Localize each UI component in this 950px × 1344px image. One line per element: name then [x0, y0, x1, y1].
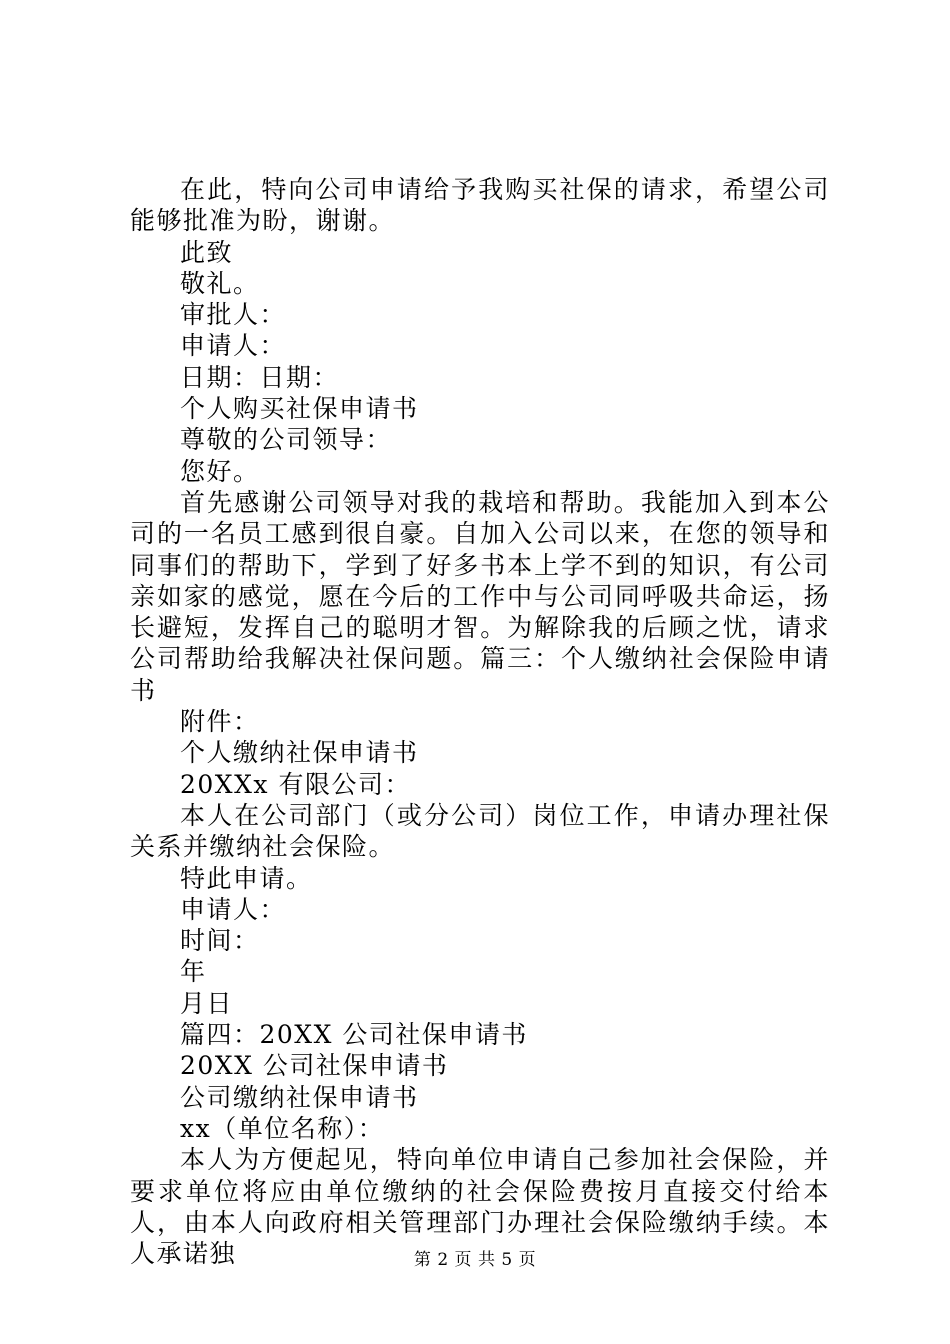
paragraph: 您好。: [180, 456, 260, 486]
paragraph: 敬礼。: [180, 268, 260, 298]
paragraph: 申请人：: [180, 331, 287, 361]
paragraph: xx（单位名称）：: [180, 1113, 385, 1143]
paragraph: 首先感谢公司领导对我的栽培和帮助。我能加入到本公司的一名员工感到很自豪。自加入公司以来，在您的领导和同事们的帮助下，学到了好多书本上学不到的知识，有公司亲如家的感觉，愿在今后的工作中与公司同呼吸共命运，扬长避短，发挥自己的聪明才智。为解除我的后顾之忧，请求公司帮助给我解决社保问题。篇三：个人缴纳社会保险申请书: [130, 487, 830, 705]
paragraph: 本人为方便起见，特向单位申请自己参加社会保险，并要求单位将应由单位缴纳的社会保险费按月直接交付给本人，由本人向政府相关管理部门办理社会保险缴纳手续。本人承诺独: [130, 1145, 830, 1269]
paragraph: 特此申请。: [180, 863, 313, 893]
paragraph: 本人在公司部门（或分公司）岗位工作，申请办理社保关系并缴纳社会保险。: [130, 800, 830, 862]
paragraph: 尊敬的公司领导：: [180, 425, 393, 455]
paragraph: 月日: [180, 988, 234, 1018]
paragraph: 20XXx 有限公司：: [180, 769, 411, 799]
paragraph: 个人缴纳社保申请书: [180, 738, 419, 768]
page-footer: [0, 1245, 950, 1270]
paragraph: 审批人：: [180, 300, 287, 330]
paragraph: 20XX 公司社保申请书: [180, 1051, 449, 1081]
paragraph: 时间：: [180, 926, 260, 956]
paragraph: 公司缴纳社保申请书: [180, 1082, 419, 1112]
document-body: [130, 174, 830, 1269]
paragraph: 此致: [180, 237, 234, 267]
paragraph: 在此，特向公司申请给予我购买社保的请求，希望公司能够批准为盼，谢谢。: [130, 175, 830, 236]
paragraph: 个人购买社保申请书: [180, 394, 419, 424]
paragraph: 篇四：20XX 公司社保申请书: [180, 1020, 528, 1050]
paragraph: 附件：: [180, 707, 260, 737]
paragraph: 日期：日期：: [180, 362, 340, 392]
page-number: 第 2 页 共 5 页: [413, 1250, 537, 1270]
paragraph: 年: [180, 957, 207, 987]
paragraph: 申请人：: [180, 894, 287, 924]
